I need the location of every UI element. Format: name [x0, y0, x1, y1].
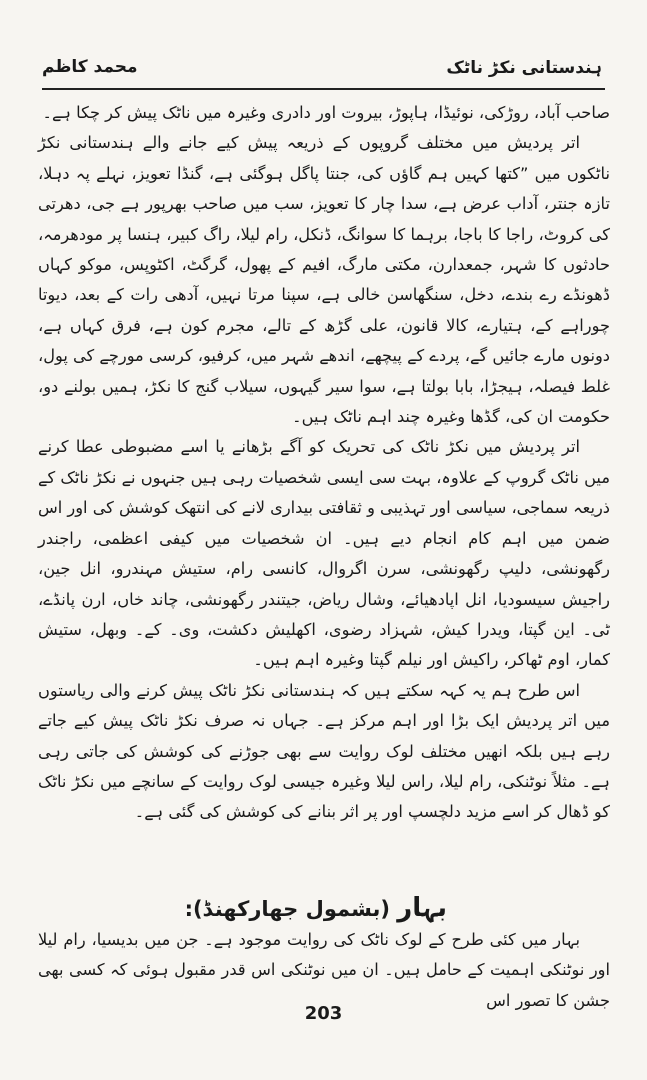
section-heading-sub: (بشمول جھارکھنڈ): — [184, 897, 390, 921]
paragraph-3: اتر پردیش میں نکڑ ناٹک کی تحریک کو آگے بڑھانے یا اسے مضبوطی عطا کرنے میں ناٹک گروپ کے علاوہ، بہت سی ایسی شخصیات رہی ہیں جنہوں نے نکڑ ناٹک کے ذریعہ سماجی، سیاسی اور تہذیبی و ثقافتی بیداری لانے کی انتھک کوشش کی اور اس ضمن میں اہم کام انجام دیے ہیں۔ ان شخصیات میں کیفی اعظمی، راجندر رگھونشی، دلیپ رگھونشی، سرن اگروال، کانسی رام، ستیش مہندرو، انل جین، راجیش سیسودیا، انل اپادھیائے، وشال ریاض، جیتندر رگھونشی، چاند خاں، ارن پانڈے، ٹی۔ این گپتا، ویدرا کیش، شہزاد رضوی، اکھلیش دکشت، وی۔ کے۔ وبھل، ستیش کمار، اوم ٹھاکر، راکیش اور نیلم گپتا وغیرہ اہم ہیں۔ — [38, 437, 610, 670]
section-heading — [185, 893, 447, 923]
paragraph-2: اتر پردیش میں مختلف گروپوں کے ذریعہ پیش کیے جانے والے ہندستانی نکڑ ناٹکوں میں ”کتھا کہیں ہم گاؤں کی، جنتا پاگل ہوگئی ہے، گنڈا تعویز، نہلے پہ دہلا، تازہ جنتر، آداب عرض ہے، سدا چار کا تعویز، سب میں صاحب بھرپور ہے جی، دھرتی کی کروٹ، راجا کا باجا، برہما کا سوانگ، ڈنکل، رام لیلا، راگ کبیر، ہنسا پر مودھرمہ، حادثوں کا شہر، جمعدارن، مکتی مارگ، افیم کے پھول، گرگٹ، اکٹوپس، موکو کہاں ڈھونڈے رے بندے، دخل، سنگھاسن خالی ہے، سپنا مرتا نہیں، آدھی رات کے بعد، دیوتا چوراہے کے، ہتیارے، کالا قانون، علی گڑھ کے تالے، مجرم کون ہے، فرق کہاں ہے، دونوں مارے جائیں گے، پردے کے پیچھے، اندھے شہر میں، کرفیو، کرسی مورچے کی پول، غلط فیصلہ، ہیجڑا، بابا بولتا ہے، سوا سیر گیہوں، سیلاب گنج کا نکڑ، ہمیں بولنے دو، حکومت ان کی، گڈھا وغیرہ چند اہم ناٹک ہیں۔ — [38, 133, 610, 427]
paragraph-1: صاحب آباد، روڑکی، نوئیڈا، ہاپوڑ، بیروت اور دادری وغیرہ میں ناٹک پیش کر چکا ہے۔ — [42, 103, 610, 122]
book-title: ہندستانی نکڑ ناٹک — [446, 58, 602, 78]
main-text — [38, 98, 610, 828]
paragraph-4: اس طرح ہم یہ کہہ سکتے ہیں کہ ہندستانی نکڑ ناٹک پیش کرنے والی ریاستوں میں اتر پردیش ایک بڑا اور اہم مرکز ہے۔ جہاں نہ صرف نکڑ ناٹک پیش کیے جاتے رہے ہیں بلکہ انھیں مختلف لوک روایت سے بھی جوڑنے کی کوشش کی جاتی رہی ہے۔ مثلاً نوٹنکی، رام لیلا، راس لیلا وغیرہ جیسی لوک روایت کے سانچے میں نکڑ ناٹک کو ڈھال کر اسے مزید دلچسپ اور پر اثر بنانے کی کوشش کی گئی ہے۔ — [38, 680, 610, 822]
section-heading-main: بہار — [397, 893, 447, 923]
author-name: محمد کاظم — [42, 57, 138, 77]
header-divider — [42, 88, 605, 90]
section-paragraph: بہار میں کئی طرح کے لوک ناٹک کی روایت موجود ہے۔ جن میں بدیسیا، رام لیلا اور نوٹنکی اہمیت کے حامل ہیں۔ ان میں نوٹنکی اس قدر مقبول ہوئی کہ کسی بھی جشن کا تصور اس — [38, 930, 610, 1010]
page-number: 203 — [304, 1003, 343, 1024]
page-header — [42, 57, 602, 87]
